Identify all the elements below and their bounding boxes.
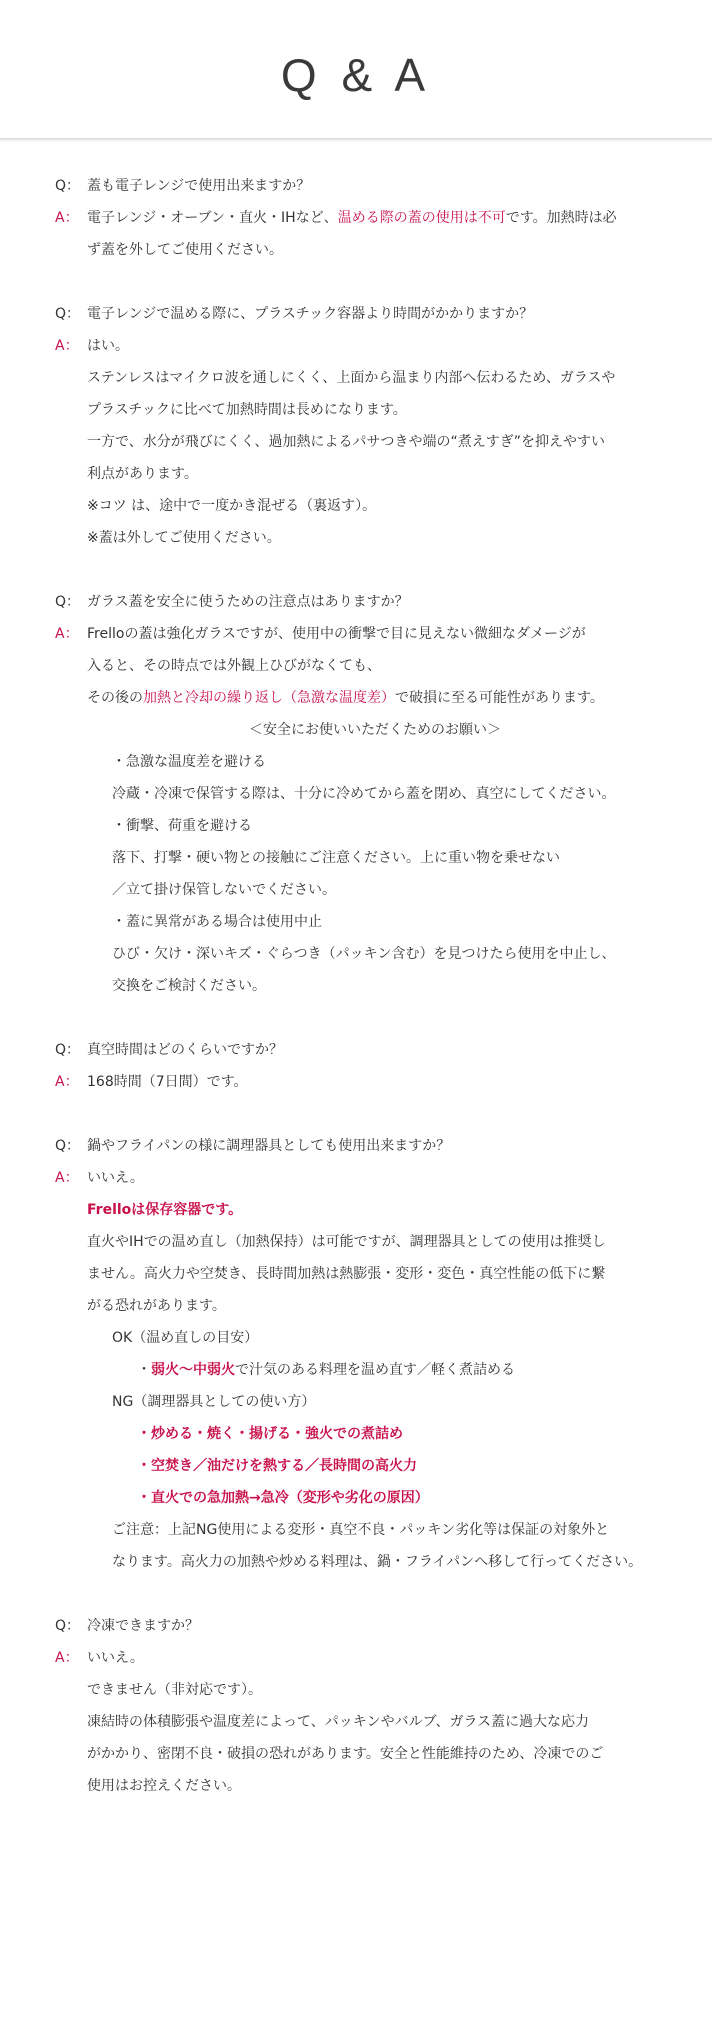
answer-row bbox=[0, 1642, 712, 1674]
answer-line: 直火やIHでの温め直し（加熱保持）は可能ですが、調理器具としての使用は推奨し bbox=[87, 1234, 606, 1250]
question-row bbox=[0, 298, 712, 330]
caution-line: なります。高火力の加熱や炒める料理は、鍋・フライパンへ移して行ってください。 bbox=[112, 1554, 643, 1570]
answer-text: Frelloの蓋は強化ガラスですが、使用中の衝撃で目に見えない微細なダメージが bbox=[87, 626, 586, 642]
answer-row bbox=[0, 618, 712, 650]
qa-item-microwave-time bbox=[0, 298, 712, 554]
safety-item: ・衝撃、荷重を避ける bbox=[112, 818, 252, 834]
answer-label: A： bbox=[55, 338, 79, 354]
answer-line: 利点があります。 bbox=[87, 466, 198, 482]
header-divider bbox=[0, 138, 712, 142]
answer-text-part: 電子レンジ・オーブン・直火・IHなど、 bbox=[87, 210, 338, 226]
answer-line: 入ると、その時点では外観上ひびがなくても、 bbox=[87, 658, 381, 674]
ng-item: ・空焚き／油だけを熱する／長時間の高火力 bbox=[137, 1458, 417, 1474]
answer-row bbox=[0, 202, 712, 234]
question-row bbox=[0, 1034, 712, 1066]
answer-body bbox=[87, 1674, 663, 1802]
safety-detail: ひび・欠け・深いキズ・ぐらつき（パッキン含む）を見つけたら使用を中止し、 bbox=[112, 946, 616, 962]
answer-text-part: ・ bbox=[137, 1362, 151, 1378]
page-title: Q & A bbox=[280, 49, 432, 101]
ok-item bbox=[87, 1354, 663, 1386]
answer-line: ません。高火力や空焚き、長時間加熱は熱膨張・変形・変色・真空性能の低下に繋 bbox=[87, 1266, 606, 1282]
safety-item: ・急激な温度差を避ける bbox=[112, 754, 266, 770]
qa-item-vacuum-time bbox=[0, 1034, 712, 1098]
answer-label: A： bbox=[55, 1650, 79, 1666]
question-label: Q： bbox=[55, 1138, 81, 1154]
question-label: Q： bbox=[55, 594, 81, 610]
question-text: ガラス蓋を安全に使うための注意点はありますか？ bbox=[87, 594, 409, 610]
answer-text-part: で破損に至る可能性があります。 bbox=[395, 690, 604, 706]
qa-item-freezing bbox=[0, 1610, 712, 1802]
answer-line: ず蓋を外してご使用ください。 bbox=[87, 242, 283, 258]
answer-text-part: です。加熱時は必 bbox=[505, 210, 617, 226]
answer-highlight: 加熱と冷却の繰り返し（急激な温度差） bbox=[143, 690, 395, 706]
qa-item-cookware-use bbox=[0, 1130, 712, 1578]
answer-line: できません（非対応です）。 bbox=[87, 1682, 262, 1698]
answer-highlight: 弱火～中弱火 bbox=[151, 1362, 235, 1378]
ng-item: ・炒める・焼く・揚げる・強火での煮詰め bbox=[137, 1426, 403, 1442]
ok-heading: OK（温め直しの目安） bbox=[112, 1330, 259, 1346]
question-text: 真空時間はどのくらいですか？ bbox=[87, 1042, 283, 1058]
question-text: 蓋も電子レンジで使用出来ますか？ bbox=[87, 178, 311, 194]
safety-detail: 落下、打撃・硬い物との接触にご注意ください。上に重い物を乗せない bbox=[112, 850, 560, 866]
qa-item-glass-lid-safety bbox=[0, 586, 712, 1002]
question-row bbox=[0, 586, 712, 618]
question-label: Q： bbox=[55, 306, 81, 322]
question-row bbox=[0, 1610, 712, 1642]
safety-detail: 冷蔵・冷凍で保管する際は、十分に冷めてから蓋を閉め、真空にしてください。 bbox=[112, 786, 616, 802]
answer-text-part: で汁気のある料理を温め直す／軽く煮詰める bbox=[235, 1362, 515, 1378]
answer-highlight-line: Frelloは保存容器です。 bbox=[87, 1202, 243, 1218]
question-label: Q： bbox=[55, 1618, 81, 1634]
answer-line: プラスチックに比べて加熱時間は長めになります。 bbox=[87, 402, 407, 418]
answer-line bbox=[87, 682, 663, 714]
answer-body bbox=[87, 650, 663, 1002]
answer-text: いいえ。 bbox=[87, 1650, 144, 1666]
answer-text-part: その後の bbox=[87, 690, 143, 706]
safety-item: ・蓋に異常がある場合は使用中止 bbox=[112, 914, 322, 930]
answer-text: はい。 bbox=[87, 338, 129, 354]
question-row bbox=[0, 1130, 712, 1162]
answer-row bbox=[0, 1066, 712, 1098]
question-text: 冷凍できますか？ bbox=[87, 1618, 199, 1634]
answer-line: ※蓋は外してご使用ください。 bbox=[87, 530, 281, 546]
answer-line: 使用はお控えください。 bbox=[87, 1778, 241, 1794]
answer-text: 168時間（7日間）です。 bbox=[87, 1074, 248, 1090]
answer-label: A： bbox=[55, 1170, 79, 1186]
question-text: 鍋やフライパンの様に調理器具としても使用出来ますか？ bbox=[87, 1138, 451, 1154]
caution-line: ご注意：上記NG使用による変形・真空不良・パッキン劣化等は保証の対象外と bbox=[112, 1522, 610, 1538]
question-label: Q： bbox=[55, 178, 81, 194]
safety-detail: ／立て掛け保管しないでください。 bbox=[112, 882, 336, 898]
question-row bbox=[0, 170, 712, 202]
qa-list bbox=[0, 170, 712, 1834]
answer-body bbox=[87, 234, 663, 266]
safety-detail: 交換をご検討ください。 bbox=[112, 978, 266, 994]
question-label: Q： bbox=[55, 1042, 81, 1058]
answer-highlight: 温める際の蓋の使用は不可 bbox=[337, 210, 506, 226]
ng-heading: NG（調理器具としての使い方） bbox=[112, 1394, 316, 1410]
answer-line: 一方で、水分が飛びにくく、過加熱によるパサつきや端の“煮えすぎ”を抑えやすい bbox=[87, 434, 605, 450]
safety-heading: ＜安全にお使いいただくためのお願い＞ bbox=[249, 722, 501, 738]
answer-row bbox=[0, 1162, 712, 1194]
answer-line: ステンレスはマイクロ波を通しにくく、上面から温まり内部へ伝わるため、ガラスや bbox=[87, 370, 616, 386]
answer-line: 凍結時の体積膨張や温度差によって、パッキンやバルブ、ガラス蓋に過大な応力 bbox=[87, 1714, 590, 1730]
answer-text bbox=[87, 202, 663, 234]
answer-body bbox=[87, 1194, 663, 1578]
answer-line: ※コツ は、途中で一度かき混ぜる（裏返す）。 bbox=[87, 498, 377, 514]
answer-label: A： bbox=[55, 626, 79, 642]
answer-line: がかかり、密閉不良・破損の恐れがあります。安全と性能維持のため、冷凍でのご bbox=[87, 1746, 604, 1762]
answer-row bbox=[0, 330, 712, 362]
answer-label: A： bbox=[55, 210, 79, 226]
page-header bbox=[0, 0, 712, 140]
answer-body bbox=[87, 362, 663, 554]
answer-label: A： bbox=[55, 1074, 79, 1090]
answer-text: いいえ。 bbox=[87, 1170, 144, 1186]
ng-item: ・直火での急加熱→急冷（変形や劣化の原因） bbox=[137, 1490, 429, 1506]
question-text: 電子レンジで温める際に、プラスチック容器より時間がかかりますか？ bbox=[87, 306, 534, 322]
qa-item-lid-microwave bbox=[0, 170, 712, 266]
answer-line: がる恐れがあります。 bbox=[87, 1298, 226, 1314]
